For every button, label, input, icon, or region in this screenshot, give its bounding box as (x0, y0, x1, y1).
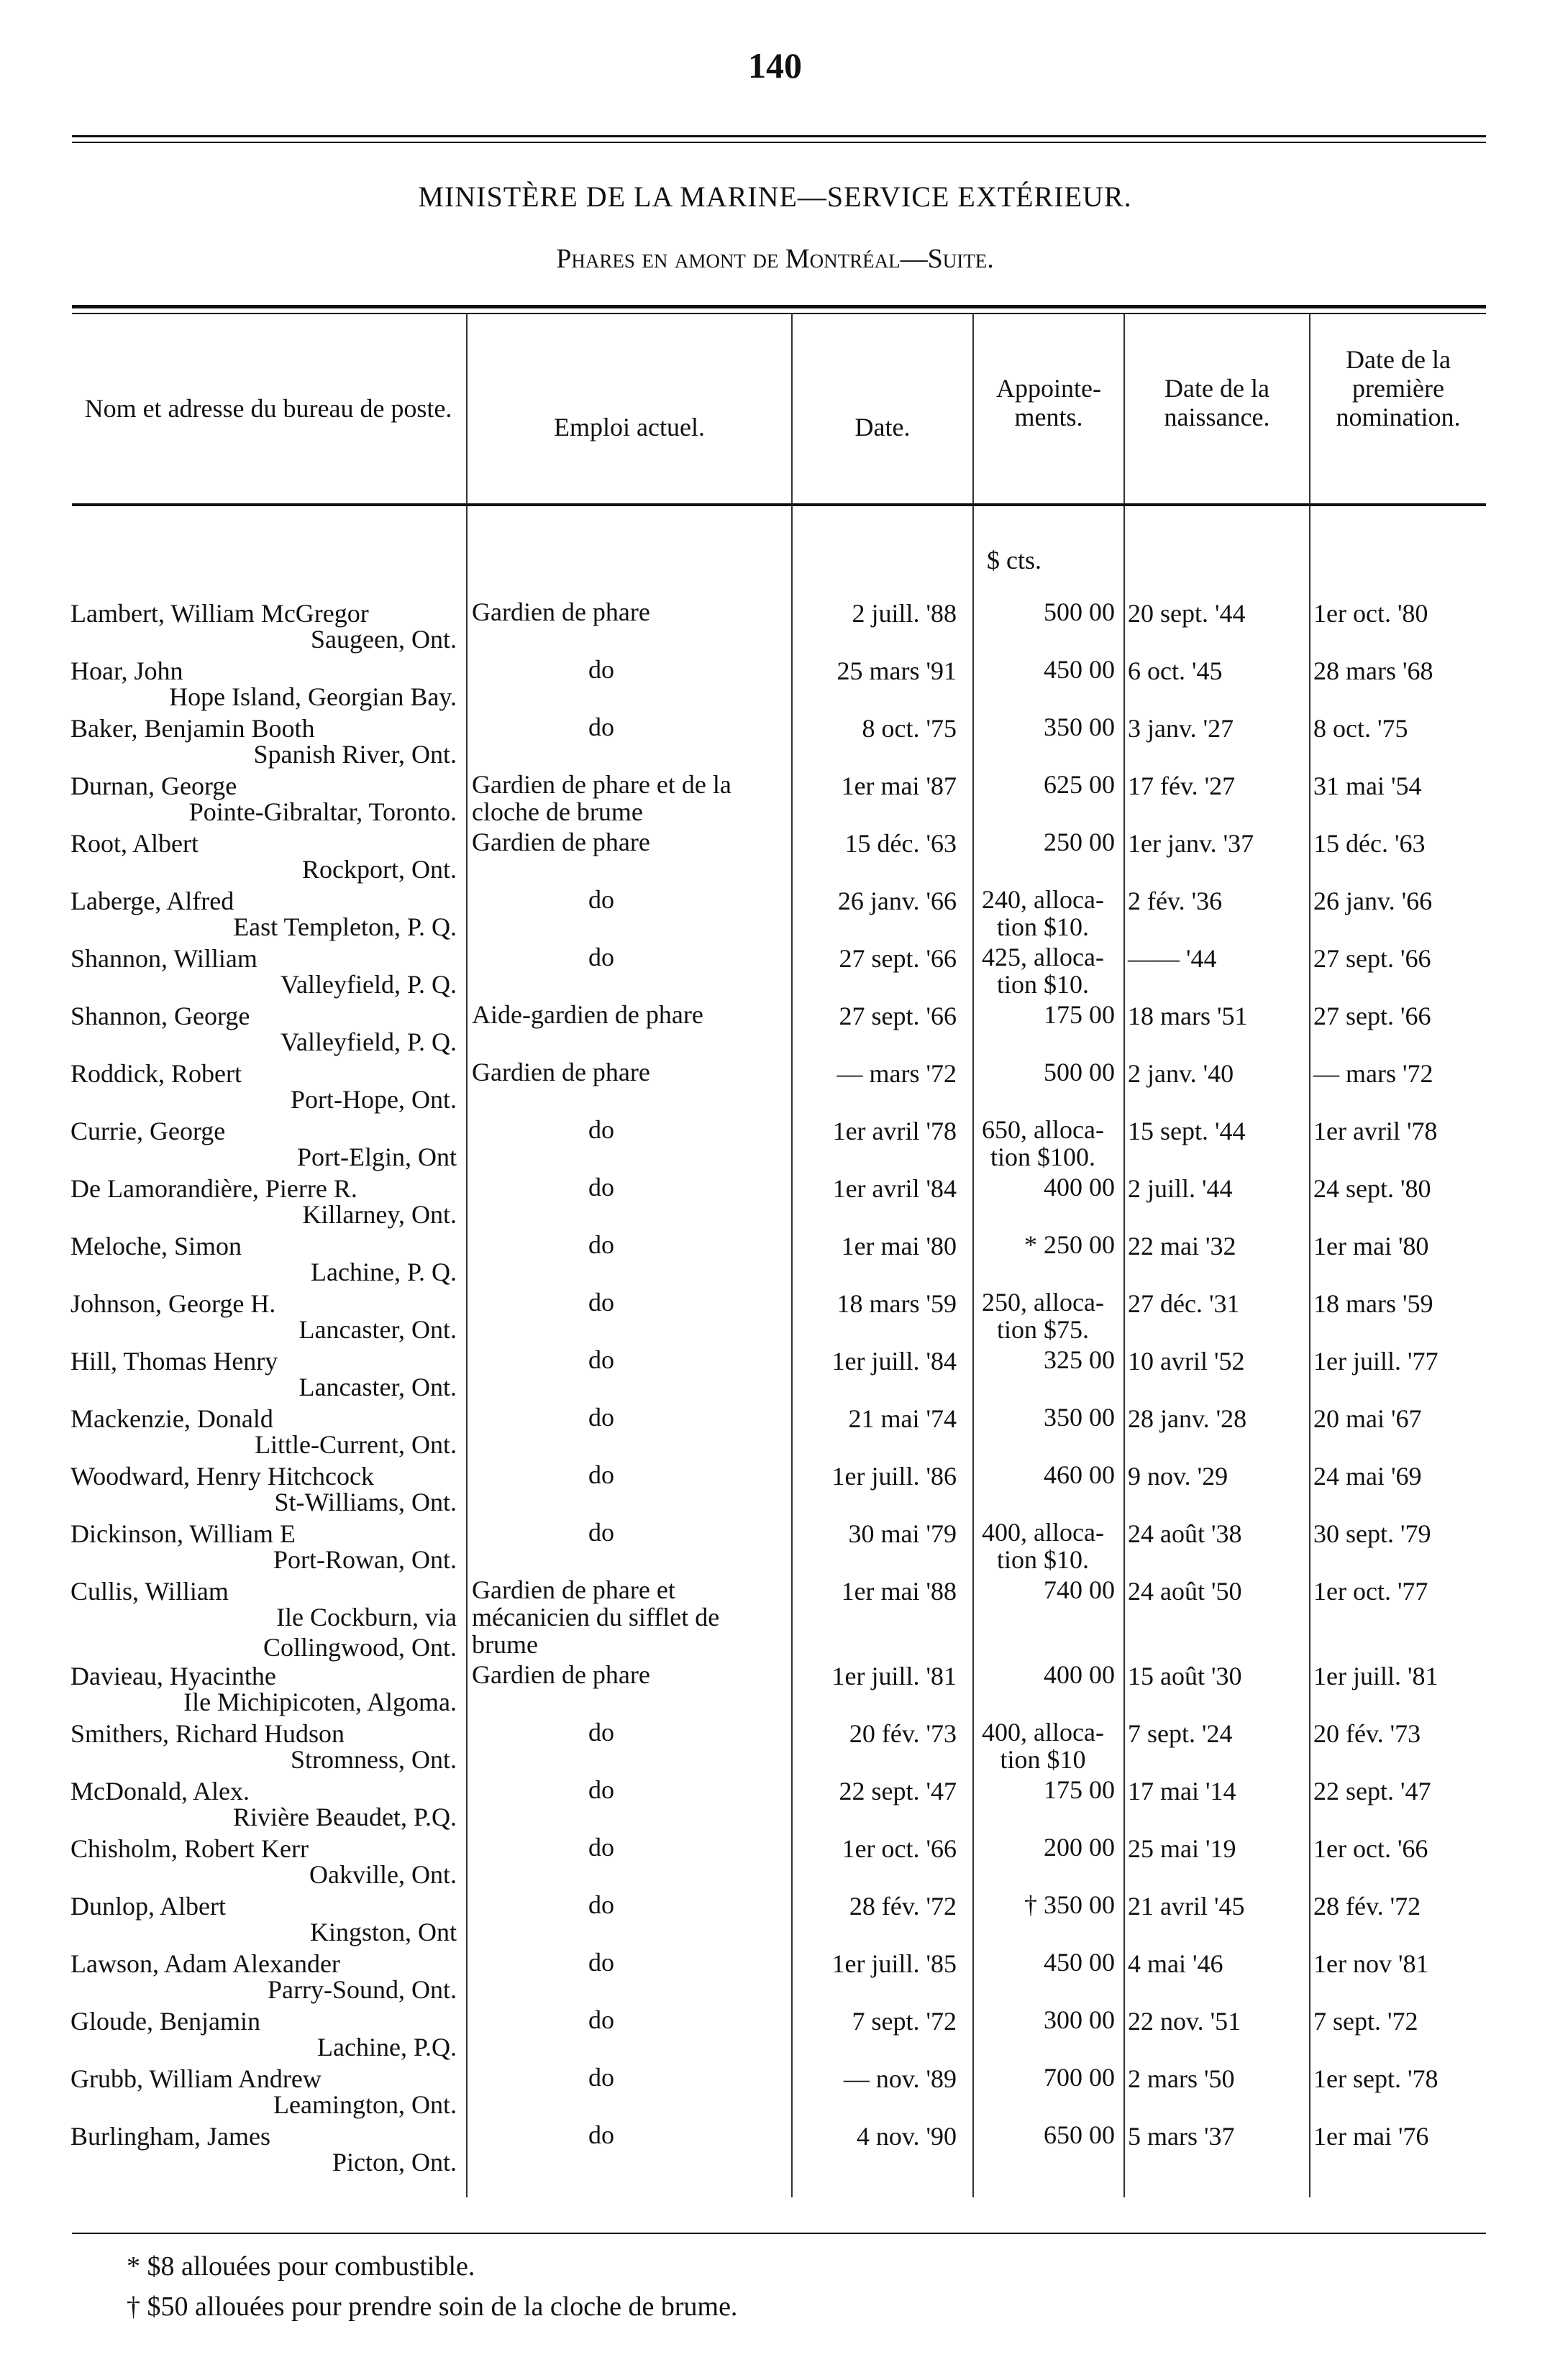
table-row (0, 2064, 1550, 2121)
table-row (0, 1058, 1550, 1116)
row-appointements: 400 00 (1044, 1173, 1115, 1202)
row-name: Roddick, Robert (70, 1059, 242, 1088)
row-naissance: 10 avril '52 (1128, 1347, 1245, 1376)
row-appointements: 350 00 (1044, 1403, 1115, 1432)
row-naissance: 1er janv. '37 (1128, 829, 1254, 858)
table-row (0, 771, 1550, 828)
row-place: Port-Hope, Ont. (291, 1085, 457, 1114)
table-row (0, 1891, 1550, 1949)
row-nomination: 28 mars '68 (1313, 656, 1433, 685)
row-place: Little-Current, Ont. (255, 1430, 457, 1459)
row-emploi: do (588, 655, 614, 684)
row-name: Chisholm, Robert Kerr (70, 1834, 309, 1863)
table-row (0, 828, 1550, 886)
row-emploi: do (588, 943, 614, 971)
row-naissance: 2 fév. '36 (1128, 887, 1223, 915)
row-date: 18 mars '59 (836, 1289, 957, 1318)
row-naissance: 4 mai '46 (1128, 1949, 1223, 1978)
table-row (0, 2006, 1550, 2064)
row-appointements: 425, alloca-tion $10. (982, 943, 1104, 999)
row-emploi: do (588, 1833, 614, 1862)
row-place: Port-Rowan, Ont. (273, 1545, 457, 1574)
row-naissance: 2 juill. '44 (1128, 1174, 1233, 1203)
row-emploi: Gardien de phare (472, 1660, 650, 1689)
row-naissance: 15 sept. '44 (1128, 1117, 1246, 1145)
bottom-rule (72, 2233, 1486, 2234)
row-nomination: 1er juill. '77 (1313, 1347, 1439, 1376)
row-emploi: Gardien de phare (472, 598, 650, 626)
row-name: Lambert, William McGregor (70, 599, 369, 628)
table-row (0, 1001, 1550, 1058)
row-name: Currie, George (70, 1117, 226, 1145)
row-date: 15 déc. '63 (844, 829, 957, 858)
row-name: McDonald, Alex. (70, 1777, 250, 1805)
row-place: Oakville, Ont. (309, 1860, 457, 1889)
row-appointements: 460 00 (1044, 1460, 1115, 1489)
header-emploi: Emploi actuel. (554, 413, 705, 441)
row-name: Dickinson, William E (70, 1519, 296, 1548)
table-row (0, 1404, 1550, 1461)
subtitle: Phares en amont de Montréal—Suite. (556, 244, 994, 274)
row-appointements: * 250 00 (1024, 1230, 1115, 1259)
row-emploi: Gardien de phare et mécanicien du sifflet de brume (472, 1575, 720, 1659)
row-place: Lachine, P.Q. (317, 2033, 457, 2061)
row-emploi: Aide-gardien de phare (472, 1000, 703, 1029)
row-nomination: 22 sept. '47 (1313, 1777, 1431, 1805)
row-emploi: do (588, 1173, 614, 1202)
row-name: Cullis, William (70, 1577, 229, 1606)
row-place: Rivière Beaudet, P.Q. (233, 1803, 457, 1831)
table-row (0, 1776, 1550, 1834)
row-nomination: 26 janv. '66 (1313, 887, 1433, 915)
table-row (0, 1519, 1550, 1576)
row-naissance: 27 déc. '31 (1128, 1289, 1240, 1318)
row-nomination: 27 sept. '66 (1313, 1002, 1431, 1030)
row-nomination: 24 sept. '80 (1313, 1174, 1431, 1203)
table-row (0, 943, 1550, 1001)
row-emploi: do (588, 1460, 614, 1489)
row-appointements: 175 00 (1044, 1000, 1115, 1029)
row-nomination: 24 mai '69 (1313, 1462, 1422, 1491)
row-nomination: 1er oct. '66 (1313, 1834, 1428, 1863)
row-date: 21 mai '74 (848, 1404, 957, 1433)
row-nomination: 20 mai '67 (1313, 1404, 1422, 1433)
table-top-rule-thin (72, 313, 1486, 314)
row-place: Killarney, Ont. (302, 1200, 457, 1229)
row-date: 27 sept. '66 (839, 944, 957, 973)
row-name: Shannon, George (70, 1002, 250, 1030)
header-name: Nom et adresse du bureau de poste. (84, 394, 452, 423)
row-naissance: 5 mars '37 (1128, 2122, 1235, 2151)
row-nomination: 1er nov '81 (1313, 1949, 1429, 1978)
row-naissance: 24 août '38 (1128, 1519, 1242, 1548)
row-place: Pointe-Gibraltar, Toronto. (188, 797, 457, 826)
table-row (0, 1834, 1550, 1891)
row-date: 1er mai '87 (841, 772, 957, 800)
row-appointements: 400, alloca-tion $10. (982, 1518, 1104, 1574)
row-nomination: 8 oct. '75 (1313, 714, 1408, 743)
row-naissance: 18 mars '51 (1128, 1002, 1248, 1030)
row-nomination: 31 mai '54 (1313, 772, 1422, 800)
running-title: MINISTÈRE DE LA MARINE—SERVICE EXTÉRIEUR. (418, 180, 1132, 213)
row-nomination: 1er avril '78 (1313, 1117, 1438, 1145)
row-emploi: do (588, 1115, 614, 1144)
row-appointements: 240, alloca-tion $10. (982, 885, 1104, 941)
row-nomination: 28 fév. '72 (1313, 1892, 1421, 1921)
row-emploi: do (588, 1890, 614, 1919)
row-date: 30 mai '79 (848, 1519, 957, 1548)
row-name: Shannon, William (70, 944, 257, 973)
row-nomination: 1er mai '80 (1313, 1232, 1429, 1260)
row-place: Spanish River, Ont. (253, 740, 457, 769)
row-name: Baker, Benjamin Booth (70, 714, 315, 743)
row-date: 4 nov. '90 (856, 2122, 957, 2151)
row-name: Meloche, Simon (70, 1232, 242, 1260)
row-place: Ile Michipicoten, Algoma. (183, 1688, 457, 1716)
row-nomination: 27 sept. '66 (1313, 944, 1431, 973)
table-row (0, 2121, 1550, 2179)
row-appointements: 175 00 (1044, 1775, 1115, 1804)
row-date: 2 juill. '88 (852, 599, 957, 628)
row-place: Lancaster, Ont. (298, 1315, 457, 1344)
table-row (0, 713, 1550, 771)
row-naissance: 2 janv. '40 (1128, 1059, 1234, 1088)
row-emploi: do (588, 2005, 614, 2034)
row-appointements: 400 00 (1044, 1660, 1115, 1689)
row-place: Leamington, Ont. (273, 2090, 457, 2119)
row-emploi: do (588, 1230, 614, 1259)
row-emploi: do (588, 2120, 614, 2149)
row-appointements: 450 00 (1044, 1948, 1115, 1977)
row-date: 22 sept. '47 (839, 1777, 957, 1805)
row-place: Stromness, Ont. (290, 1745, 457, 1774)
row-appointements: 350 00 (1044, 713, 1115, 741)
top-rule-thin (72, 142, 1486, 143)
row-emploi: Gardien de phare et de la cloche de brume (472, 770, 731, 826)
row-place: St-Williams, Ont. (274, 1488, 457, 1516)
row-nomination: 18 mars '59 (1313, 1289, 1433, 1318)
row-name: Dunlop, Albert (70, 1892, 226, 1921)
row-place: Ile Cockburn, via Collingwood, Ont. (263, 1603, 457, 1662)
row-appointements: 400, alloca-tion $10 (982, 1718, 1104, 1774)
row-date: 27 sept. '66 (839, 1002, 957, 1030)
row-place: East Templeton, P. Q. (233, 912, 457, 941)
row-name: Durnan, George (70, 772, 237, 800)
row-date: 7 sept. '72 (852, 2007, 957, 2036)
table-row (0, 656, 1550, 713)
table-row (0, 1576, 1550, 1661)
row-date: 28 fév. '72 (849, 1892, 957, 1921)
row-name: De Lamorandière, Pierre R. (70, 1174, 357, 1203)
row-emploi: do (588, 1518, 614, 1547)
row-appointements: 500 00 (1044, 1058, 1115, 1086)
row-appointements: † 350 00 (1024, 1890, 1115, 1919)
row-naissance: 9 nov. '29 (1128, 1462, 1228, 1491)
row-appointements: 450 00 (1044, 655, 1115, 684)
row-emploi: do (588, 1948, 614, 1977)
row-appointements: 625 00 (1044, 770, 1115, 799)
row-date: 8 oct. '75 (862, 714, 957, 743)
header-appointements: Appointe-ments. (996, 374, 1101, 431)
row-emploi: do (588, 885, 614, 914)
row-naissance: 17 mai '14 (1128, 1777, 1236, 1805)
row-naissance: 22 mai '32 (1128, 1232, 1236, 1260)
table-row (0, 1231, 1550, 1289)
row-nomination: 1er sept. '78 (1313, 2064, 1439, 2093)
row-place: Picton, Ont. (332, 2148, 457, 2177)
table-top-rule (72, 305, 1486, 308)
row-date: 1er juill. '86 (831, 1462, 957, 1491)
row-nomination: 1er juill. '81 (1313, 1662, 1439, 1690)
table-row (0, 886, 1550, 943)
row-emploi: do (588, 1345, 614, 1374)
row-date: 1er avril '78 (832, 1117, 957, 1145)
row-date: 1er mai '88 (841, 1577, 957, 1606)
page-number: 140 (748, 45, 802, 86)
row-naissance: 24 août '50 (1128, 1577, 1242, 1606)
row-naissance: 3 janv. '27 (1128, 714, 1234, 743)
top-rule (72, 135, 1486, 137)
row-nomination: 7 sept. '72 (1313, 2007, 1418, 2036)
row-date: 1er oct. '66 (842, 1834, 957, 1863)
row-name: Woodward, Henry Hitchcock (70, 1462, 374, 1491)
row-place: Lachine, P. Q. (311, 1258, 457, 1286)
row-place: Valleyfield, P. Q. (281, 1027, 457, 1056)
row-emploi: do (588, 1718, 614, 1747)
row-date: 1er juill. '84 (831, 1347, 957, 1376)
row-place: Saugeen, Ont. (311, 625, 457, 654)
row-nomination: 1er oct. '77 (1313, 1577, 1428, 1606)
row-date: — mars '72 (836, 1059, 957, 1088)
row-naissance: 15 août '30 (1128, 1662, 1242, 1690)
row-date: 1er mai '80 (841, 1232, 957, 1260)
row-naissance: 25 mai '19 (1128, 1834, 1236, 1863)
row-emploi: Gardien de phare (472, 828, 650, 856)
row-name: Hoar, John (70, 656, 183, 685)
row-place: Kingston, Ont (309, 1918, 457, 1946)
row-date: 20 fév. '73 (849, 1719, 957, 1748)
row-name: Davieau, Hyacinthe (70, 1662, 276, 1690)
table-row (0, 1116, 1550, 1173)
header-date: Date. (854, 413, 911, 441)
row-date: 1er juill. '85 (831, 1949, 957, 1978)
table-body (0, 598, 1550, 2179)
table-row (0, 1661, 1550, 1718)
row-emploi: do (588, 1403, 614, 1432)
row-name: Hill, Thomas Henry (70, 1347, 278, 1376)
row-nomination: 1er oct. '80 (1313, 599, 1428, 628)
footnote-star: * $8 allouées pour combustible. (127, 2251, 475, 2281)
row-appointements: 300 00 (1044, 2005, 1115, 2034)
row-place: Port-Elgin, Ont (297, 1143, 457, 1171)
row-nomination: 15 déc. '63 (1313, 829, 1426, 858)
row-naissance: 21 avril '45 (1128, 1892, 1245, 1921)
table-row (0, 1346, 1550, 1404)
table-row (0, 1173, 1550, 1231)
footnote-dagger: † $50 allouées pour prendre soin de la cloche de brume. (127, 2292, 738, 2322)
row-name: Laberge, Alfred (70, 887, 234, 915)
row-naissance: 2 mars '50 (1128, 2064, 1235, 2093)
table-row (0, 1949, 1550, 2006)
row-date: — nov. '89 (843, 2064, 957, 2093)
row-appointements: 500 00 (1044, 598, 1115, 626)
table-row (0, 1289, 1550, 1346)
header-naissance: Date de la naissance. (1164, 374, 1270, 431)
row-name: Grubb, William Andrew (70, 2064, 322, 2093)
header-rule (72, 503, 1486, 506)
row-appointements: 650, alloca-tion $100. (982, 1115, 1104, 1171)
row-naissance: 20 sept. '44 (1128, 599, 1246, 628)
table-row (0, 1718, 1550, 1776)
row-naissance: 6 oct. '45 (1128, 656, 1223, 685)
row-date: 26 janv. '66 (837, 887, 957, 915)
row-naissance: —— '44 (1128, 944, 1217, 973)
header-nomination: Date de la première nomination. (1336, 345, 1461, 431)
row-appointements: 250 00 (1044, 828, 1115, 856)
row-naissance: 17 fév. '27 (1128, 772, 1236, 800)
table-row (0, 598, 1550, 656)
row-nomination: 20 fév. '73 (1313, 1719, 1421, 1748)
row-name: Lawson, Adam Alexander (70, 1949, 340, 1978)
row-date: 1er juill. '81 (831, 1662, 957, 1690)
row-emploi: do (588, 1775, 614, 1804)
row-naissance: 7 sept. '24 (1128, 1719, 1233, 1748)
row-date: 25 mars '91 (836, 656, 957, 685)
row-place: Hope Island, Georgian Bay. (169, 682, 457, 711)
row-appointements: 200 00 (1044, 1833, 1115, 1862)
row-place: Lancaster, Ont. (298, 1373, 457, 1401)
row-name: Mackenzie, Donald (70, 1404, 273, 1433)
row-place: Rockport, Ont. (302, 855, 457, 884)
row-emploi: do (588, 1288, 614, 1317)
row-name: Smithers, Richard Hudson (70, 1719, 345, 1748)
row-naissance: 28 janv. '28 (1128, 1404, 1247, 1433)
row-name: Gloude, Benjamin (70, 2007, 260, 2036)
row-place: Valleyfield, P. Q. (281, 970, 457, 999)
row-name: Burlingham, James (70, 2122, 270, 2151)
row-appointements: 650 00 (1044, 2120, 1115, 2149)
row-nomination: 1er mai '76 (1313, 2122, 1429, 2151)
row-appointements: 700 00 (1044, 2063, 1115, 2092)
row-name: Root, Albert (70, 829, 199, 858)
row-emploi: do (588, 2063, 614, 2092)
row-appointements: 740 00 (1044, 1575, 1115, 1604)
row-naissance: 22 nov. '51 (1128, 2007, 1241, 2036)
currency-header: $ cts. (987, 546, 1041, 575)
table-row (0, 1461, 1550, 1519)
row-place: Parry-Sound, Ont. (268, 1975, 457, 2004)
row-date: 1er avril '84 (832, 1174, 957, 1203)
row-emploi: do (588, 713, 614, 741)
row-name: Johnson, George H. (70, 1289, 276, 1318)
row-emploi: Gardien de phare (472, 1058, 650, 1086)
row-nomination: 30 sept. '79 (1313, 1519, 1431, 1548)
row-appointements: 250, alloca-tion $75. (982, 1288, 1104, 1344)
row-appointements: 325 00 (1044, 1345, 1115, 1374)
row-nomination: — mars '72 (1313, 1059, 1433, 1088)
